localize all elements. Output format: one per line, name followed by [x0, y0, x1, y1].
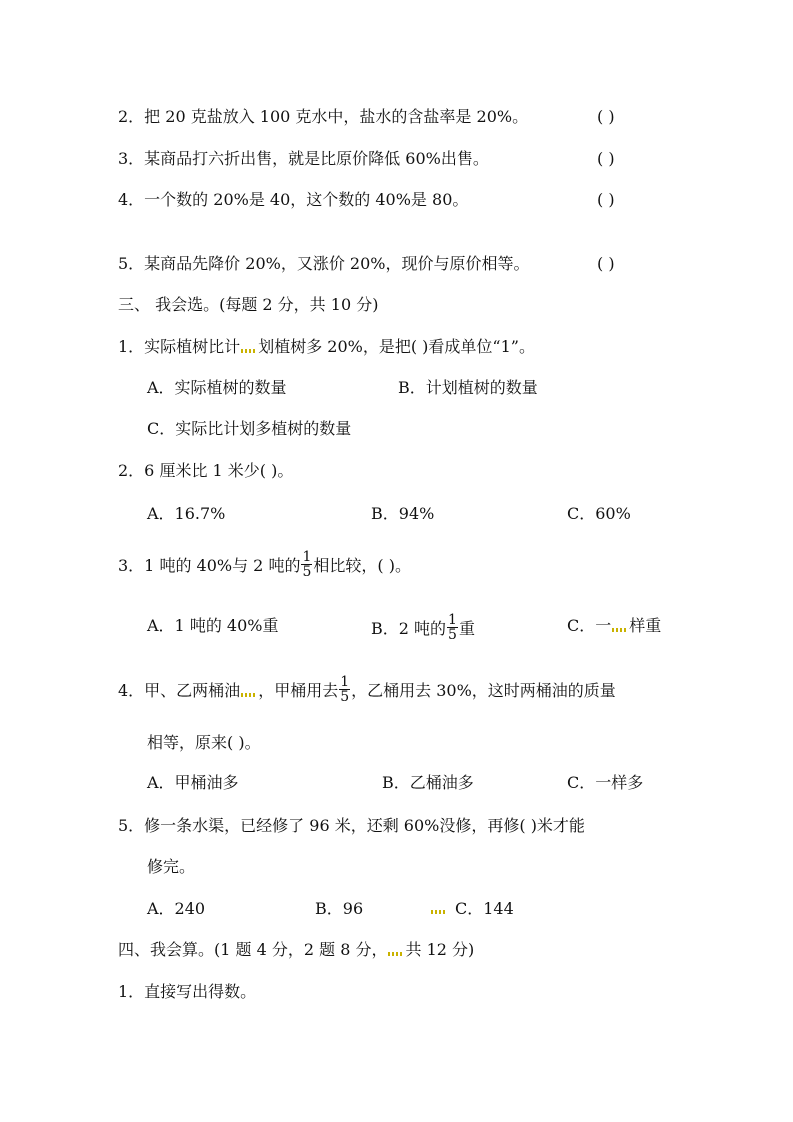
- judge-blank-2[interactable]: ( ): [597, 107, 615, 126]
- squiggle-mark: [388, 952, 404, 956]
- squiggle-mark: [612, 628, 628, 632]
- judge-blank-3[interactable]: ( ): [597, 149, 615, 168]
- fraction-one-fifth: [447, 613, 458, 642]
- choice-q2-option-c[interactable]: C．60%: [567, 504, 631, 523]
- choice-q4-text-b: ，甲桶用去: [258, 681, 339, 700]
- choice-q5-option-a[interactable]: A．240: [147, 899, 206, 918]
- choice-q1: [118, 336, 535, 358]
- squiggle-mark: [241, 693, 257, 697]
- fraction-denominator: 5: [302, 564, 312, 580]
- choice-q3-option-b-text-b: 重: [458, 619, 475, 638]
- fraction-numerator: 1: [340, 674, 350, 690]
- judge-blank-5[interactable]: ( ): [597, 254, 615, 273]
- choice-q3-option-c[interactable]: [567, 615, 661, 637]
- section4-heading-a: 四、我会算。(1 题 4 分，2 题 8 分，: [118, 940, 388, 959]
- judge-blank-4[interactable]: ( ): [597, 190, 615, 209]
- choice-q1-text-a: 1．实际植树比计: [118, 337, 241, 356]
- choice-q5: 5．修一条水渠，已经修了 96 米，还剩 60%没修，再修( )米才能: [118, 816, 585, 835]
- choice-q4-option-b[interactable]: B．乙桶油多: [382, 773, 474, 792]
- fraction-numerator: 1: [302, 549, 312, 565]
- fraction-one-fifth: [339, 675, 350, 704]
- choice-q4-text-a: 4．甲、乙两桶油: [118, 681, 241, 700]
- fraction-denominator: 5: [340, 689, 350, 705]
- choice-q1-option-b[interactable]: B．计划植树的数量: [398, 378, 538, 397]
- choice-q4-option-a[interactable]: A．甲桶油多: [147, 773, 239, 792]
- judge-item-2: 2．把 20 克盐放入 100 克水中，盐水的含盐率是 20%。: [118, 107, 529, 126]
- choice-q5-line2: 修完。: [147, 857, 196, 876]
- section4-heading: [118, 939, 474, 961]
- choice-q2-option-a[interactable]: A．16.7%: [147, 504, 226, 523]
- choice-q3-option-b[interactable]: [371, 612, 475, 644]
- fraction-numerator: 1: [448, 612, 457, 628]
- choice-q5-option-c[interactable]: C．144: [455, 899, 514, 918]
- choice-q3-text-a: 3．1 吨的 40%与 2 吨的: [118, 556, 301, 575]
- calc-item-1: 1．直接写出得数。: [118, 982, 257, 1001]
- choice-q3-text-b: 相比较，( )。: [313, 556, 411, 575]
- fraction-denominator: 5: [448, 627, 457, 643]
- choice-q4-text-c: ，乙桶用去 30%，这时两桶油的质量: [351, 681, 616, 700]
- judge-item-3: 3．某商品打六折出售，就是比原价降低 60%出售。: [118, 149, 489, 168]
- fraction-one-fifth: [301, 550, 312, 579]
- choice-q4-line2: 相等，原来( )。: [147, 733, 261, 752]
- choice-q3-option-c-text-a: C．一: [567, 616, 612, 635]
- choice-q4: [118, 674, 616, 706]
- choice-q3-option-b-text-a: B．2 吨的: [371, 619, 447, 638]
- section3-heading: 三、 我会选。(每题 2 分，共 10 分): [118, 295, 379, 314]
- section4-heading-b: 共 12 分): [405, 940, 475, 959]
- squiggle-mark: [241, 349, 257, 353]
- choice-q5-option-b[interactable]: B．96: [315, 899, 364, 918]
- squiggle-mark: [431, 910, 447, 914]
- choice-q3-option-a[interactable]: A．1 吨的 40%重: [147, 616, 279, 635]
- choice-q4-option-c[interactable]: C．一样多: [567, 773, 644, 792]
- choice-q1-text-b: 划植树多 20%，是把( )看成单位“1”。: [258, 337, 535, 356]
- choice-q2: 2．6 厘米比 1 米少( )。: [118, 461, 294, 480]
- choice-q1-option-a[interactable]: A．实际植树的数量: [147, 378, 287, 397]
- judge-item-4: 4．一个数的 20%是 40，这个数的 40%是 80。: [118, 190, 469, 209]
- judge-item-5: 5．某商品先降价 20%，又涨价 20%，现价与原价相等。: [118, 254, 530, 273]
- choice-q2-option-b[interactable]: B．94%: [371, 504, 435, 523]
- choice-q3: [118, 549, 411, 581]
- choice-q3-option-c-text-b: 样重: [629, 616, 662, 635]
- choice-q1-option-c[interactable]: C．实际比计划多植树的数量: [147, 419, 352, 438]
